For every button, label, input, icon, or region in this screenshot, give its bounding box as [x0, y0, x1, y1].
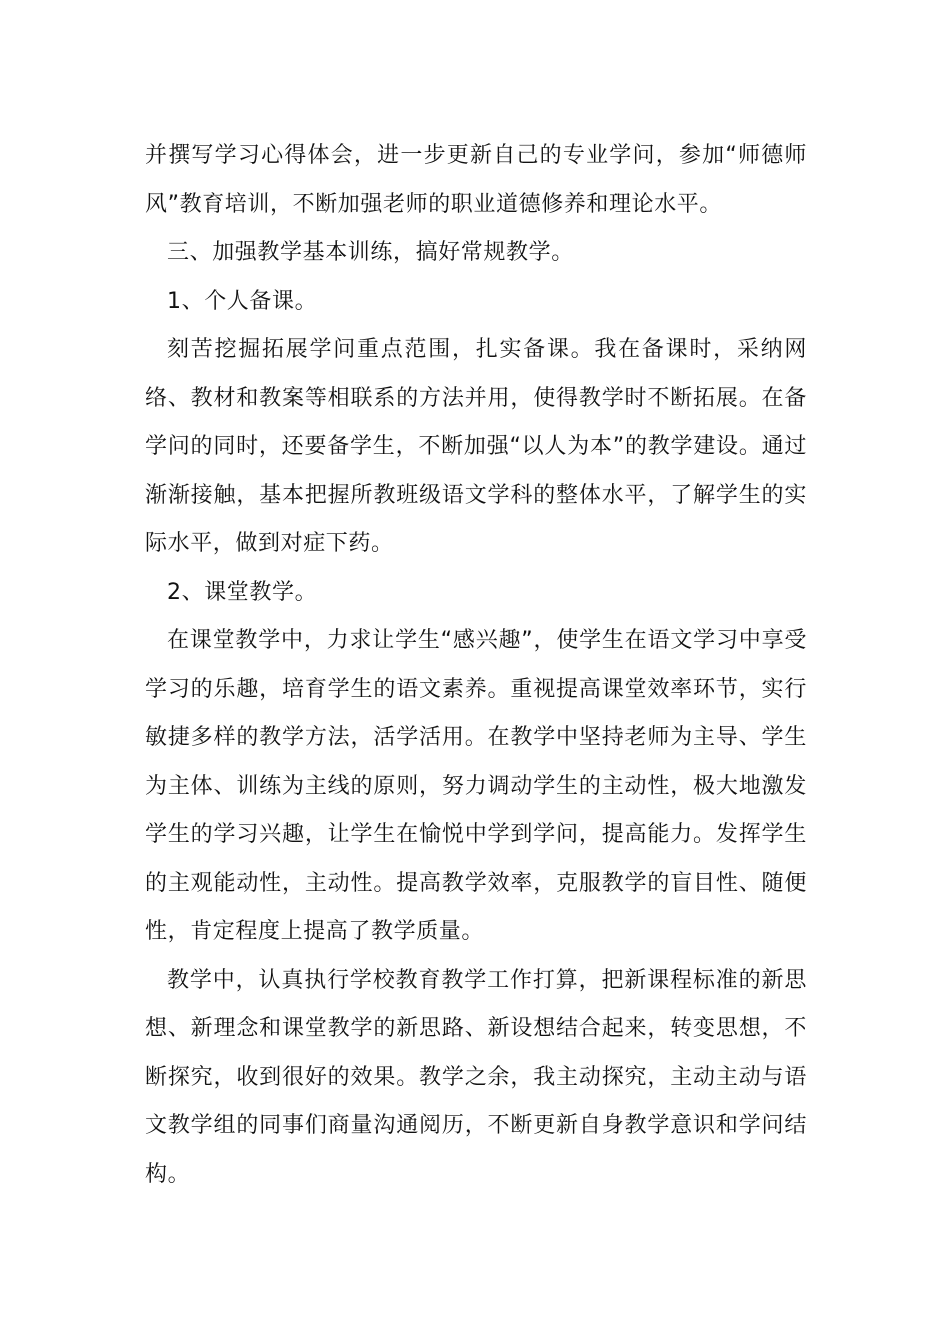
section-heading-3: 三、加强教学基本训练，搞好常规教学。: [167, 240, 574, 265]
document-body: [145, 132, 807, 1199]
subheading-classroom-teaching: 2、课堂教学。: [167, 579, 318, 605]
paragraph-classroom-teaching: 在课堂教学中，力求让学生“感兴趣”，使学生在语文学习中享受学习的乐趣，培育学生的语文素养。重视提高课堂效率环节，实行敏捷多样的教学方法，活学活用。在教学中坚持老师为主导、学生为主体、训练为主线的原则，努力调动学生的主动性，极大地激发学生的学习兴趣，让学生在愉悦中学到学问，提高能力。发挥学生的主观能动性，主动性。提高教学效率，克服教学的盲目性、随便性，肯定程度上提高了教学质量。: [145, 628, 807, 944]
paragraph-teaching-practice: 教学中，认真执行学校教育教学工作打算，把新课程标准的新思想、新理念和课堂教学的新思路、新设想结合起来，转变思想，不断探究，收到很好的效果。教学之余，我主动探究，主动主动与语文教学组的同事们商量沟通阅历，不断更新自身教学意识和学问结构。: [145, 967, 807, 1187]
subheading-personal-lesson-prep: 1、个人备课。: [167, 288, 318, 314]
paragraph-lesson-prep: 刻苦挖掘拓展学问重点范围，扎实备课。我在备课时，采纳网络、教材和教案等相联系的方法并用，使得教学时不断拓展。在备学问的同时，还要备学生，不断加强“以人为本”的教学建设。通过渐渐接触，基本把握所教班级语文学科的整体水平，了解学生的实际水平，做到对症下药。: [145, 337, 807, 556]
paragraph-continued: 并撰写学习心得体会，进一步更新自己的专业学问，参加“师德师风”教育培训，不断加强老师的职业道德修养和理论水平。: [145, 143, 807, 217]
